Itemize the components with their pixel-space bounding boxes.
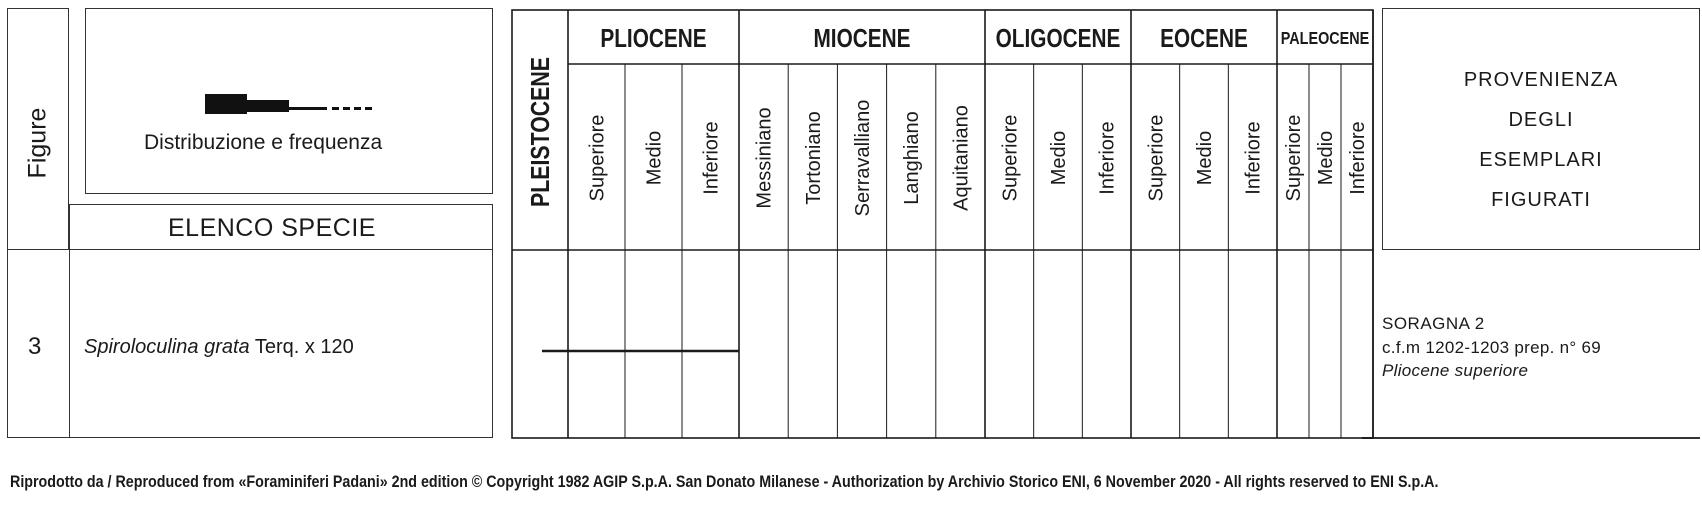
provenance-locality: SORAGNA 2 xyxy=(1382,314,1485,333)
stage-label: Superiore xyxy=(1283,114,1305,202)
stage-label: Inferiore xyxy=(1096,121,1119,195)
provenance-line: ESEMPLARI xyxy=(1479,149,1603,171)
provenance-age: Pliocene superiore xyxy=(1382,361,1529,380)
epoch-label: EOCENE xyxy=(1160,23,1248,53)
species-name: Spiroloculina grata xyxy=(84,336,250,358)
species-author: Terq. x 120 xyxy=(254,336,354,358)
legend-caption: Distribuzione e frequenza xyxy=(144,131,383,154)
provenance-line: PROVENIENZA xyxy=(1463,69,1619,91)
chart-outer-frame xyxy=(512,10,1373,438)
copyright-footer: Riprodotto da / Reproduced from «Foraminiferi Padani» 2nd edition © Copyright 1982 AGIP S.p.A. San Donato Milanese - Authorization by Archivio Storico ENI, 6 November 2020 - All rights reserved to ENI S.p.A. xyxy=(10,472,1439,491)
epoch-label: PALEOCENE xyxy=(1280,28,1370,49)
stage-label: Medio xyxy=(1194,130,1216,186)
stage-label: Inferiore xyxy=(1242,121,1265,195)
stage-label: Medio xyxy=(1048,130,1070,186)
stage-label: Messiniano xyxy=(753,107,776,209)
stage-label: Medio xyxy=(643,130,666,186)
stage-label: Inferiore xyxy=(700,121,723,195)
epoch-label: OLIGOCENE xyxy=(995,23,1121,53)
provenance-line: FIGURATI xyxy=(1491,189,1591,211)
stage-label: Langhiano xyxy=(901,111,924,205)
stage-label: Medio xyxy=(1315,130,1337,186)
pleistocene-label: PLEISTOCENE xyxy=(526,56,556,208)
epoch-label: MIOCENE xyxy=(813,23,911,53)
stage-label: Serravalliano xyxy=(852,99,874,217)
provenance-sample: c.f.m 1202-1203 prep. n° 69 xyxy=(1382,338,1602,357)
stage-label: Inferiore xyxy=(1347,121,1369,195)
provenance-line: DEGLI xyxy=(1508,109,1574,131)
stage-label: Superiore xyxy=(1145,114,1168,202)
stage-label: Superiore xyxy=(586,114,609,202)
stage-label: Superiore xyxy=(999,114,1022,202)
species-list-title: ELENCO SPECIE xyxy=(168,214,376,242)
epoch-label: PLIOCENE xyxy=(600,23,707,53)
stage-label: Aquitaniano xyxy=(950,105,973,211)
stage-label: Tortoniano xyxy=(802,111,825,205)
figure-number: 3 xyxy=(28,333,42,360)
figure-header-label: Figure xyxy=(23,107,52,179)
